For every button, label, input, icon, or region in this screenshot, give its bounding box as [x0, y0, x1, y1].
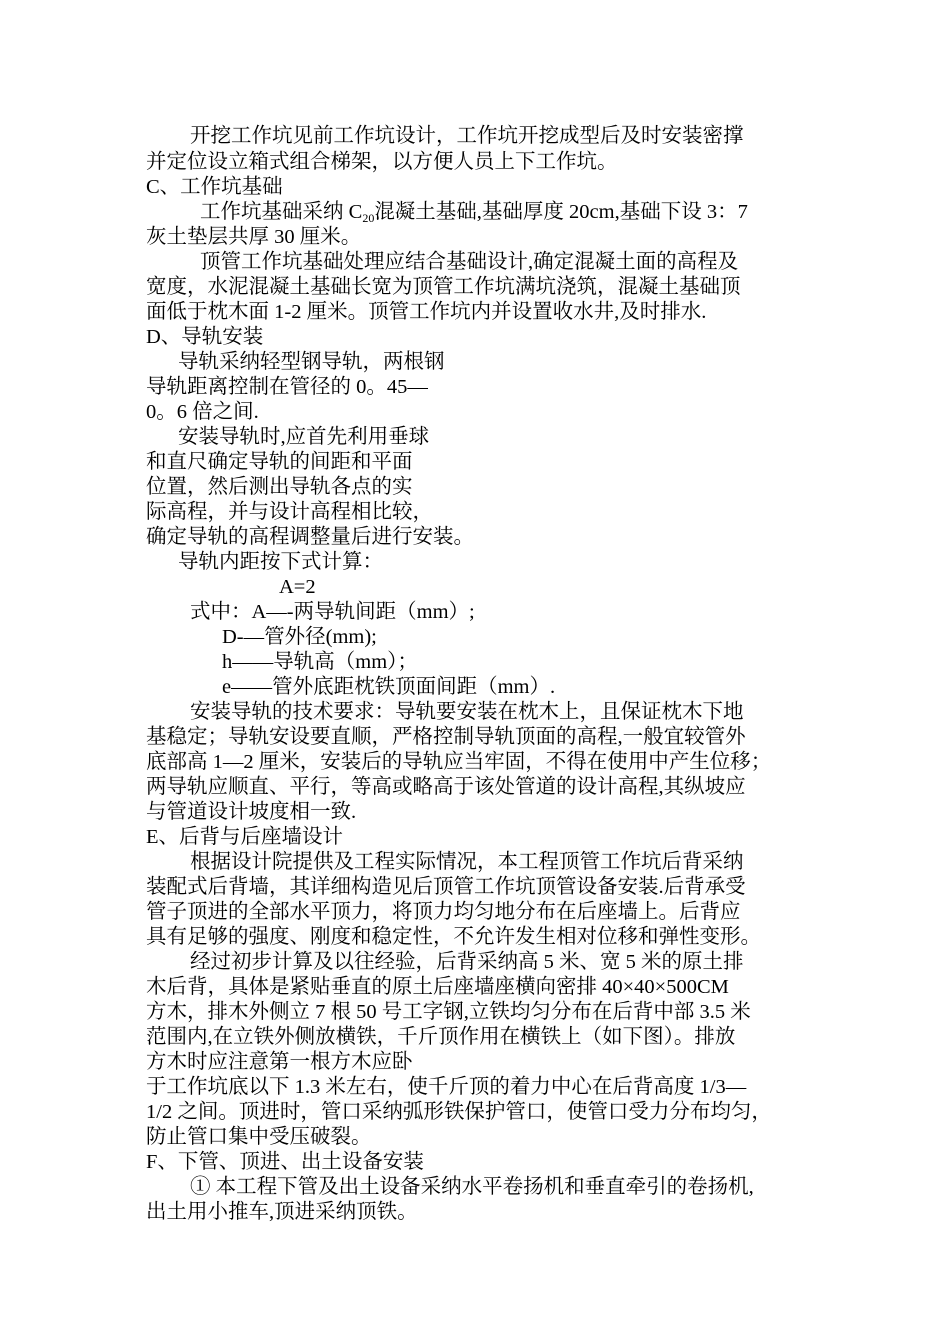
text-line: 宽度，水泥混凝土基础长宽为顶管工作坑满坑浇筑，混凝土基础顶	[146, 276, 741, 298]
section-heading-c: C、工作坑基础	[146, 176, 283, 198]
text-line: 导轨内距按下式计算：	[178, 551, 383, 573]
text-line: 根据设计院提供及工程实际情况，本工程顶管工作坑后背采纳	[190, 851, 744, 873]
text-segment: 工作坑基础采纳 C	[200, 201, 363, 223]
text-line: 与管道设计坡度相一致.	[146, 801, 357, 823]
text-segment: 混凝土基础,基础厚度 20cm,基础下设 3：7	[374, 201, 748, 223]
text-line: 顶管工作坑基础处理应结合基础设计,确定混凝土面的高程及	[200, 251, 739, 273]
text-line: 导轨采纳轻型钢导轨，两根钢	[178, 351, 445, 373]
text-line: 面低于枕木面 1-2 厘米。顶管工作坑内并设置收水井,及时排水.	[146, 301, 707, 323]
text-line: 0。6 倍之间.	[146, 401, 259, 423]
text-line: e——管外底距枕铁顶面间距（mm）.	[222, 676, 556, 698]
text-line: 经过初步计算及以往经验，后背采纳高 5 米、宽 5 米的原土排	[190, 951, 744, 973]
text-line: 1/2 之间。顶进时，管口采纳弧形铁保护管口，使管口受力分布均匀，	[146, 1101, 772, 1123]
text-line: 灰土垫层共厚 30 厘米。	[146, 226, 362, 248]
text-line: 并定位设立箱式组合梯架，以方便人员上下工作坑。	[146, 151, 618, 173]
text-line: 木后背，具体是紧贴垂直的原土后座墙座横向密排 40×40×500CM	[146, 976, 729, 998]
text-line: 基稳定；导轨安设要直顺，严格控制导轨顶面的高程,一般宜较管外	[146, 726, 746, 748]
section-heading-d: D、导轨安装	[146, 326, 264, 348]
subscript: 20	[362, 211, 375, 225]
text-line: ① 本工程下管及出土设备采纳水平卷扬机和垂直牵引的卷扬机,	[190, 1176, 754, 1198]
text-line: h——导轨高（mm）；	[222, 651, 418, 673]
text-line	[200, 200, 748, 224]
text-line: 式中：A—-两导轨间距（mm）;	[190, 601, 475, 623]
text-line: 防止管口集中受压破裂。	[146, 1126, 372, 1148]
text-line: 方木，排木外侧立 7 根 50 号工字钢,立铁均匀分布在后背中部 3.5 米	[146, 1001, 751, 1023]
formula: A=2	[279, 576, 316, 598]
text-line: 装配式后背墙，其详细构造见后顶管工作坑顶管设备安装.后背承受	[146, 876, 746, 898]
text-line: 管子顶进的全部水平顶力，将顶力均匀地分布在后座墙上。后背应	[146, 901, 741, 923]
text-line: D-—管外径(mm);	[222, 626, 377, 648]
text-line: 安装导轨时,应首先利用垂球	[178, 426, 430, 448]
text-line: 范围内,在立铁外侧放横铁，千斤顶作用在横铁上（如下图）。排放	[146, 1026, 736, 1048]
text-line: 方木时应注意第一根方木应卧	[146, 1051, 413, 1073]
text-line: 安装导轨的技术要求：导轨要安装在枕木上，且保证枕木下地	[190, 701, 744, 723]
text-line: 位置，然后测出导轨各点的实	[146, 476, 413, 498]
text-line: 出土用小推车,顶进采纳顶铁。	[146, 1201, 418, 1223]
text-line: 导轨距离控制在管径的 0。45—	[146, 376, 428, 398]
text-line: 确定导轨的高程调整量后进行安装。	[146, 526, 474, 548]
text-line: 两导轨应顺直、平行，等高或略高于该处管道的设计高程,其纵坡应	[146, 776, 746, 798]
text-line: 于工作坑底以下 1.3 米左右，使千斤顶的着力中心在后背高度 1/3—	[146, 1076, 747, 1098]
text-line: 底部高 1—2 厘米，安装后的导轨应当牢固，不得在使用中产生位移；	[146, 751, 772, 773]
text-line: 和直尺确定导轨的间距和平面	[146, 451, 413, 473]
text-line: 际高程，并与设计高程相比较，	[146, 501, 433, 523]
text-line: 开挖工作坑见前工作坑设计，工作坑开挖成型后及时安装密撑	[190, 125, 744, 147]
text-line: 具有足够的强度、刚度和稳定性，不允许发生相对位移和弹性变形。	[146, 926, 761, 948]
section-heading-f: F、下管、顶进、出土设备安装	[146, 1151, 424, 1173]
section-heading-e: E、后背与后座墙设计	[146, 826, 344, 848]
